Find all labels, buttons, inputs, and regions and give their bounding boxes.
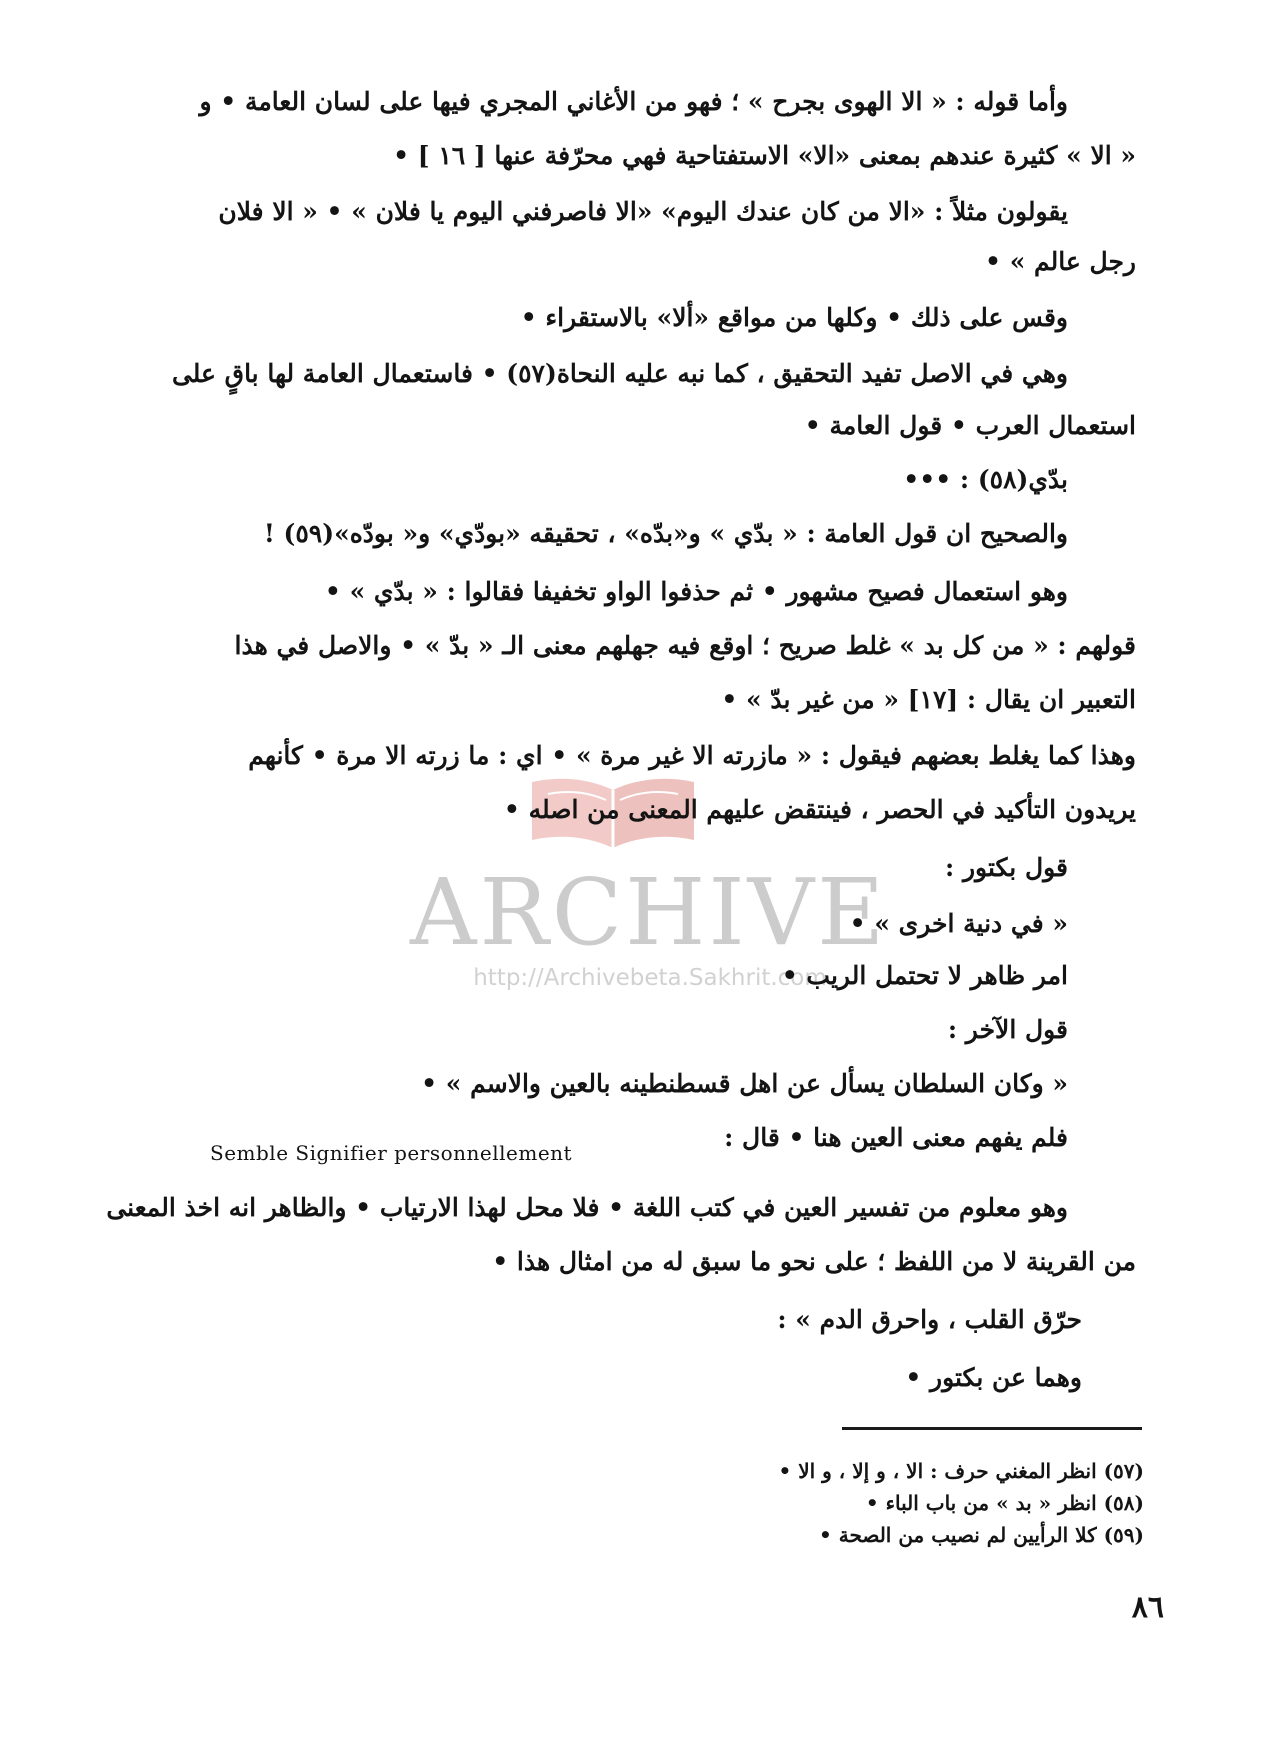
- body-line-23: حرّق القلب ، واحرق الدم » :: [777, 1305, 1082, 1334]
- body-line-8: بدّي(٥٨) : •••: [903, 465, 1068, 494]
- body-line-5: وقس على ذلك • وكلها من مواقع «ألا» بالاستقراء •: [520, 303, 1068, 332]
- body-line-6: وهي في الاصل تفيد التحقيق ، كما نبه عليه النحاة(٥٧) • فاستعمال العامة لها باقٍ على: [171, 359, 1068, 388]
- body-line-14: يريدون التأكيد في الحصر ، فينتقض عليهم المعنى من اصله •: [503, 795, 1136, 824]
- body-line-20: فلم يفهم معنى العين هنا • قال :: [724, 1123, 1068, 1152]
- watermark-title: ARCHIVE: [410, 859, 888, 966]
- body-line-11: قولهم : « من كل بد » غلط صريح ؛ اوقع فيه جهلهم معنى الـ « بدّ » • والاصل في هذا: [234, 631, 1136, 660]
- body-line-22: من القرينة لا من اللفظ ؛ على نحو ما سبق له من امثال هذا •: [492, 1247, 1136, 1276]
- body-line-9: والصحيح ان قول العامة : « بدّي » و«بدّه» ، تحقيقه «بودّي» و« بودّه»(٥٩) !: [263, 519, 1068, 548]
- body-line-18: قول الآخر :: [947, 1015, 1068, 1044]
- body-line-7: استعمال العرب • قول العامة •: [804, 411, 1136, 440]
- body-line-2: « الا » كثيرة عندهم بمعنى «الا» الاستفتاحية فهي محرّفة عنها [ ١٦ ] •: [393, 141, 1136, 170]
- body-line-17: امر ظاهر لا تحتمل الريب •: [781, 961, 1068, 990]
- footnote-57: (٥٧) انظر المغني حرف : الا ، و إلا ، و الا •: [778, 1459, 1144, 1483]
- footnote-58: (٥٨) انظر « بد » من باب الباء •: [865, 1491, 1144, 1515]
- page-number: ٨٦: [1131, 1590, 1164, 1625]
- body-line-13: وهذا كما يغلط بعضهم فيقول : « مازرته الا غير مرة » • اي : ما زرته الا مرة • كأنهم: [248, 741, 1136, 770]
- footnote-59: (٥٩) كلا الرأيين لم نصيب من الصحة •: [818, 1523, 1144, 1547]
- body-line-16: « في دنية اخرى » •: [849, 909, 1068, 938]
- body-line-1: وأما قوله : « الا الهوى بجرح » ؛ فهو من الأغاني المجري فيها على لسان العامة • و: [199, 87, 1068, 116]
- body-line-4: رجل عالم » •: [985, 247, 1136, 276]
- body-line-19: « وكان السلطان يسأل عن اهل قسطنطينه بالعين والاسم » •: [421, 1069, 1068, 1098]
- watermark-url: http://Archivebeta.Sakhrit.com: [473, 965, 827, 991]
- latin-marginal-note: Semble Signifier personnellement: [210, 1141, 573, 1165]
- body-line-24: وهما عن بكتور •: [905, 1363, 1082, 1392]
- body-line-15: قول بكتور :: [945, 853, 1068, 882]
- body-line-12: التعبير ان يقال : [١٧] « من غير بدّ » •: [721, 685, 1136, 714]
- body-line-3: يقولون مثلاً : «الا من كان عندك اليوم» «الا فاصرفني اليوم يا فلان » • « الا فلان: [218, 197, 1068, 226]
- body-line-10: وهو استعمال فصيح مشهور • ثم حذفوا الواو تخفيفا فقالوا : « بدّي » •: [324, 577, 1068, 606]
- body-line-21: وهو معلوم من تفسير العين في كتب اللغة • فلا محل لهذا الارتياب • والظاهر انه اخذ المعنى: [106, 1193, 1068, 1222]
- footnote-divider: [842, 1427, 1142, 1430]
